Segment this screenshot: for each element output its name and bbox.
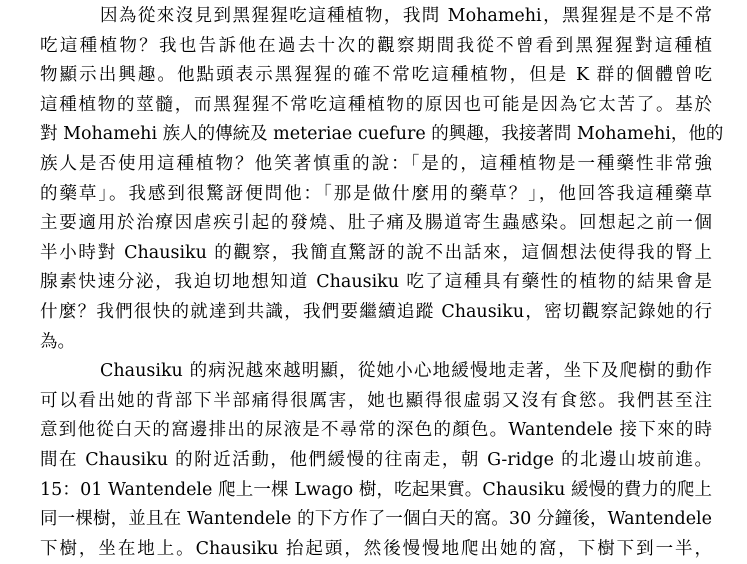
paragraph-2-line-1: Chausiku 的病況越來越明顯，從她小心地緩慢地走著，坐下及爬樹的動作 [100,361,712,382]
paragraph-2-line-4: 間在 Chausiku 的附近活動，他們緩慢的往南走，朝 G-ridge 的北邊山坡前進。 [40,450,712,470]
paragraph-1-line-4: 這種植物的莖髓，而黑猩猩不常吃這種植物的原因也可能是因為它太苦了。基於 [40,94,712,115]
paragraph-1-line-10: 腺素快速分泌，我迫切地想知道 Chausiku 吃了這種具有藥性的植物的結果會是 [40,272,712,293]
paragraph-1-line-5: 對 Mohamehi 族人的傳統及 meteriae cuefure 的興趣，我接著問 Mohamehi，他的 [40,124,724,145]
paragraph-1-line-12: 為。 [40,331,75,352]
paragraph-1-line-11: 什麼？我們很快的就達到共識，我們要繼續追蹤 Chausiku，密切觀察記錄她的行 [40,302,712,322]
paragraph-2-line-6: 同一棵樹，並且在 Wantendele 的下方作了一個白天的窩。30 分鐘後，Wantendele [40,509,712,530]
paragraph-1-line-9: 半小時對 Chausiku 的觀察，我簡直驚訝的說不出話來，這個想法使得我的腎上 [40,242,712,263]
paragraph-1-line-1: 因為從來沒見到黑猩猩吃這種植物，我問 Mohamehi，黑猩猩是不是不常 [100,6,712,26]
paragraph-1-line-3: 物顯示出興趣。他點頭表示黑猩猩的確不常吃這種植物，但是 K 群的個體曾吃 [40,65,712,86]
paragraph-2-line-5: 15：01 Wantendele 爬上一棵 Lwago 樹，吃起果實。Chausiku 緩慢的費力的爬上 [40,479,712,500]
paragraph-1-line-2: 吃這種植物？我也告訴他在過去十次的觀察期間我從不曾看到黑猩猩對這種植 [40,35,712,56]
paragraph-1-line-8: 主要適用於治療因虐疾引起的發燒、肚子痛及腸道寄生蟲感染。回想起之前一個 [40,213,712,234]
paragraph-1-line-7: 的藥草」。我感到很驚訝便問他：「那是做什麼用的藥草？」，他回答我這種藥草 [40,183,712,204]
paragraph-2-line-3: 意到他從白天的窩邊排出的尿液是不尋常的深色的顏色。Wantendele 接下來的時 [40,420,712,441]
paragraph-2-line-7: 下樹，坐在地上。Chausiku 抬起頭，然後慢慢地爬出她的窩，下樹下到一半， [40,538,712,559]
paragraph-1-line-6: 族人是否使用這種植物？他笑著慎重的說：「是的，這種植物是一種藥性非常強 [40,154,712,174]
paragraph-2-line-2: 可以看出她的背部下半部痛得很厲害，她也顯得很虛弱又沒有食慾。我們甚至注 [40,390,712,411]
